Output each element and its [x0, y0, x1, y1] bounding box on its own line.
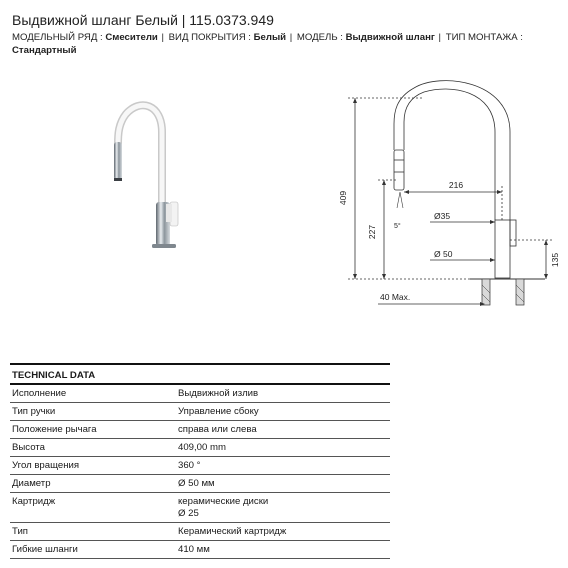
- row-value: 409,00 mm: [178, 442, 226, 453]
- row-key: Исполнение: [12, 388, 67, 399]
- table-row: [10, 523, 390, 541]
- meta-item: ВИД ПОКРЫТИЯ : Белый: [168, 32, 287, 43]
- row-value: Управление сбоку: [178, 406, 259, 417]
- row-key: Диаметр: [12, 478, 51, 489]
- meta-item: МОДЕЛЬ : Выдвижной шланг: [296, 32, 435, 43]
- dim-inner-label: 227: [367, 224, 377, 240]
- table-row: [10, 541, 390, 559]
- product-meta: МОДЕЛЬНЫЙ РЯД : Смесители | ВИД ПОКРЫТИЯ : Белый | МОДЕЛЬ : Выдвижной шланг | ТИП МОНТАЖА : Стандартный: [12, 32, 523, 56]
- faucet-photo: [100, 80, 220, 260]
- dim-d35-label: Ø35: [434, 211, 451, 221]
- dimension-drawing: [320, 80, 568, 320]
- technical-data-heading: TECHNICAL DATA: [10, 363, 390, 385]
- dim-max-label: 40 Max.: [380, 292, 411, 302]
- row-value: Керамический картридж: [178, 526, 287, 537]
- table-row: [10, 439, 390, 457]
- row-value: Ø 50 мм: [178, 478, 215, 489]
- row-key: Гибкие шланги: [12, 544, 78, 555]
- meta-item: МОДЕЛЬНЫЙ РЯД : Смесители: [12, 32, 158, 43]
- technical-data-table: [10, 363, 390, 559]
- row-value: справа или слева: [178, 424, 257, 435]
- meta-item: ТИП МОНТАЖА : Стандартный: [12, 32, 523, 56]
- table-row: [10, 475, 390, 493]
- sink-section: [482, 279, 524, 305]
- table-row: [10, 493, 390, 523]
- table-row: [10, 421, 390, 439]
- dim-d50-label: Ø 50: [434, 249, 453, 259]
- table-row: [10, 403, 390, 421]
- row-value: 410 мм: [178, 544, 210, 555]
- dim-angle-label: 5°: [394, 223, 401, 230]
- table-row: [10, 457, 390, 475]
- page-title: Выдвижной шланг Белый | 115.0373.949: [12, 12, 274, 28]
- row-key: Тип: [12, 526, 28, 537]
- row-key: Тип ручки: [12, 406, 56, 417]
- row-value: 360 °: [178, 460, 201, 471]
- row-key: Положение рычага: [12, 424, 97, 435]
- row-key: Угол вращения: [12, 460, 80, 471]
- row-key: Картридж: [12, 496, 56, 507]
- dim-height-label: 409: [338, 190, 348, 206]
- row-value: керамические диски Ø 25: [178, 496, 269, 519]
- dim-135-label: 135: [550, 252, 560, 268]
- table-row: [10, 385, 390, 403]
- dim-reach-label: 216: [448, 180, 464, 190]
- row-value: Выдвижной излив: [178, 388, 259, 399]
- row-key: Высота: [12, 442, 45, 453]
